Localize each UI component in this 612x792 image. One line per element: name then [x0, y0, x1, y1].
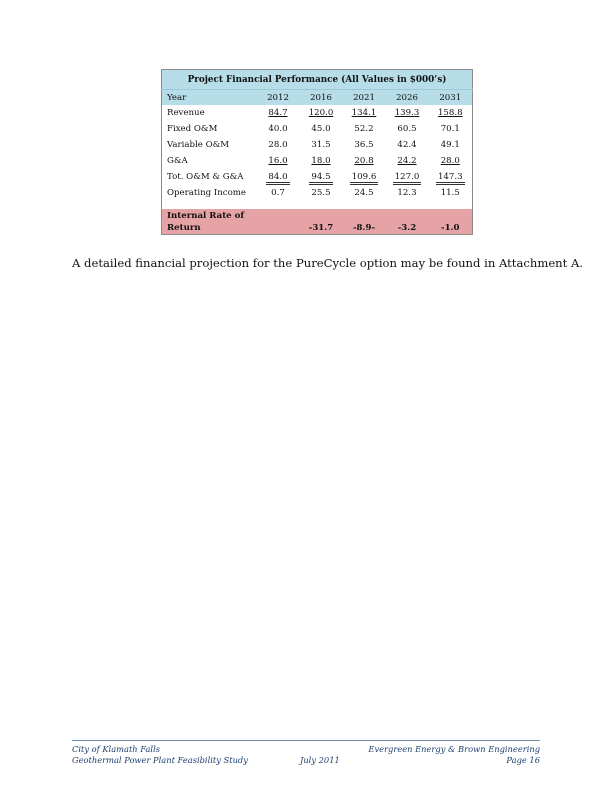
cell: 134.1 [351, 108, 377, 118]
cell: 25.5 [311, 188, 331, 198]
footer-date: July 2011 [300, 755, 340, 765]
row-label: Operating Income [167, 188, 246, 198]
cell: 28.0 [268, 140, 288, 150]
header-col-2: 2016 [300, 90, 343, 106]
row-label: Variable O&M [167, 140, 230, 150]
cell: 31.5 [311, 140, 331, 150]
row-label: G&A [167, 156, 188, 166]
cell: -1.0 [429, 209, 473, 235]
table-spacer-row [162, 201, 473, 209]
footer-city: City of Klamath Falls [72, 744, 160, 754]
cell: 84.0 [266, 172, 289, 185]
table-header-row [162, 90, 473, 106]
table-row-fixed-om [162, 121, 473, 137]
footer-page-number: Page 16 [506, 755, 540, 765]
cell: 18.0 [311, 156, 331, 166]
cell: 24.2 [397, 156, 417, 166]
header-col-5: 2031 [429, 90, 473, 106]
cell: 0.7 [271, 188, 285, 198]
cell: 42.4 [397, 140, 417, 150]
cell: 20.8 [354, 156, 374, 166]
cell: 120.0 [308, 108, 334, 118]
header-col-1: 2012 [257, 90, 300, 106]
cell: 70.1 [440, 124, 460, 134]
cell: -31.7 [300, 209, 343, 235]
cell: 84.7 [268, 108, 288, 118]
cell: 127.0 [393, 172, 422, 185]
table-row-total-om-ga [162, 169, 473, 185]
table-row-variable-om [162, 137, 473, 153]
row-label: Revenue [167, 108, 205, 118]
cell: 28.0 [440, 156, 460, 166]
row-label: Tot. O&M & G&A [167, 172, 244, 182]
cell: 24.5 [354, 188, 374, 198]
cell: 139.3 [394, 108, 420, 118]
table-row-operating-income [162, 185, 473, 201]
cell: 36.5 [354, 140, 374, 150]
cell: 45.0 [311, 124, 331, 134]
financial-performance-table [161, 69, 473, 235]
cell: 109.6 [350, 172, 379, 185]
table-title: Project Financial Performance (All Values in $000’s) [162, 70, 473, 90]
header-year: Year [162, 90, 257, 106]
table-row-irr [162, 209, 473, 235]
row-label: Fixed O&M [167, 124, 218, 134]
footer-divider [72, 740, 540, 741]
body-paragraph: A detailed financial projection for the PureCycle option may be found in Attachment A. [72, 256, 584, 270]
row-label: Internal Rate of Return [162, 209, 257, 235]
cell: 16.0 [268, 156, 288, 166]
footer-authors: Evergreen Energy & Brown Engineering [368, 744, 540, 754]
page-footer [72, 744, 540, 768]
cell: 49.1 [440, 140, 460, 150]
cell: 94.5 [309, 172, 332, 185]
cell: 60.5 [397, 124, 417, 134]
cell: -8.9- [343, 209, 386, 235]
cell: 40.0 [268, 124, 288, 134]
table-row-revenue [162, 105, 473, 121]
cell: 11.5 [440, 188, 460, 198]
header-col-4: 2026 [386, 90, 429, 106]
header-col-3: 2021 [343, 90, 386, 106]
cell: 158.8 [437, 108, 463, 118]
cell: 52.2 [354, 124, 374, 134]
cell: 147.3 [436, 172, 465, 185]
cell: 12.3 [397, 188, 417, 198]
footer-study-title: Geothermal Power Plant Feasibility Study [72, 755, 248, 765]
cell [257, 209, 300, 235]
table-title-row [162, 70, 473, 90]
cell: -3.2 [386, 209, 429, 235]
table-row-ga [162, 153, 473, 169]
